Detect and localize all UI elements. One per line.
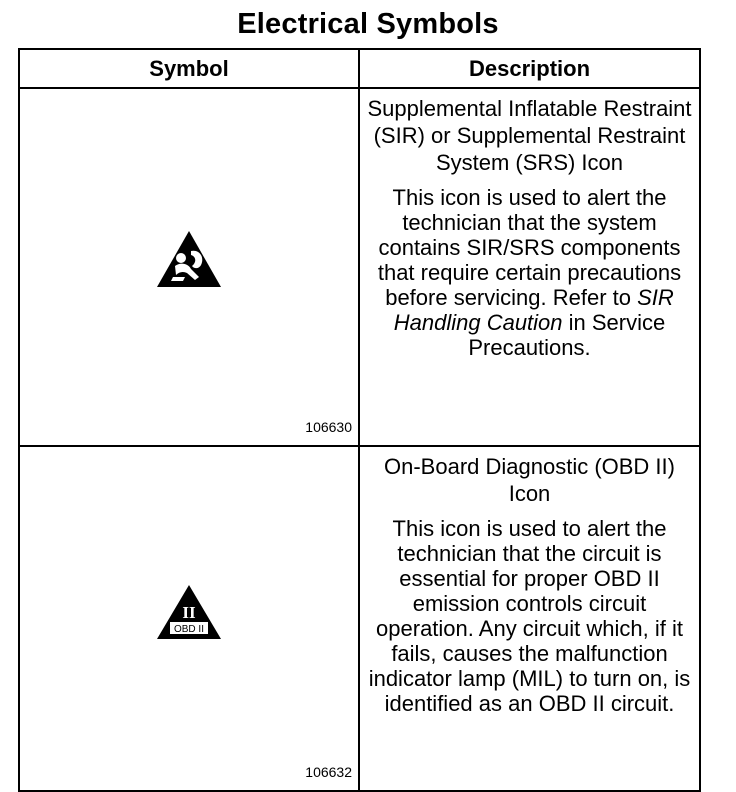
table-row <box>19 446 700 791</box>
electrical-symbols-table <box>18 48 701 792</box>
table-row <box>19 88 700 446</box>
description-cell <box>359 88 700 446</box>
icon-heading: Supplemental Inflatable Restraint (SIR) or Supplemental Restraint System (SRS) Icon <box>367 96 692 175</box>
obd-ii-warning-triangle-icon <box>155 583 223 641</box>
symbol-cell <box>19 88 359 446</box>
figure-number: 106632 <box>305 764 352 780</box>
icon-description: This icon is used to alert the technician that the system contains SIR/SRS components that require certain precautions before servicing. Refer to SIR Handling Caution in Service Precautions. <box>377 185 682 360</box>
obd-icon-numeral: II <box>182 603 196 622</box>
obd-icon-label: OBD II <box>173 624 205 635</box>
sir-airbag-warning-triangle-icon <box>155 229 223 289</box>
description-cell <box>359 446 700 791</box>
column-header-description: Description <box>359 49 700 88</box>
figure-number: 106630 <box>305 419 352 435</box>
icon-heading: On-Board Diagnostic (OBD II) Icon <box>384 454 675 506</box>
page-title: Electrical Symbols <box>237 8 499 40</box>
symbol-cell <box>19 446 359 791</box>
icon-description: This icon is used to alert the technician that the circuit is essential for proper OBD II emission controls circuit operation. Any circuit which, if it fails, causes the malfunction indicator lamp (MIL) to turn on, is identified as an OBD II circuit. <box>368 516 691 716</box>
table-header-row <box>19 49 700 88</box>
column-header-symbol: Symbol <box>19 49 359 88</box>
cross-reference: SIR Handling Caution <box>393 285 674 335</box>
